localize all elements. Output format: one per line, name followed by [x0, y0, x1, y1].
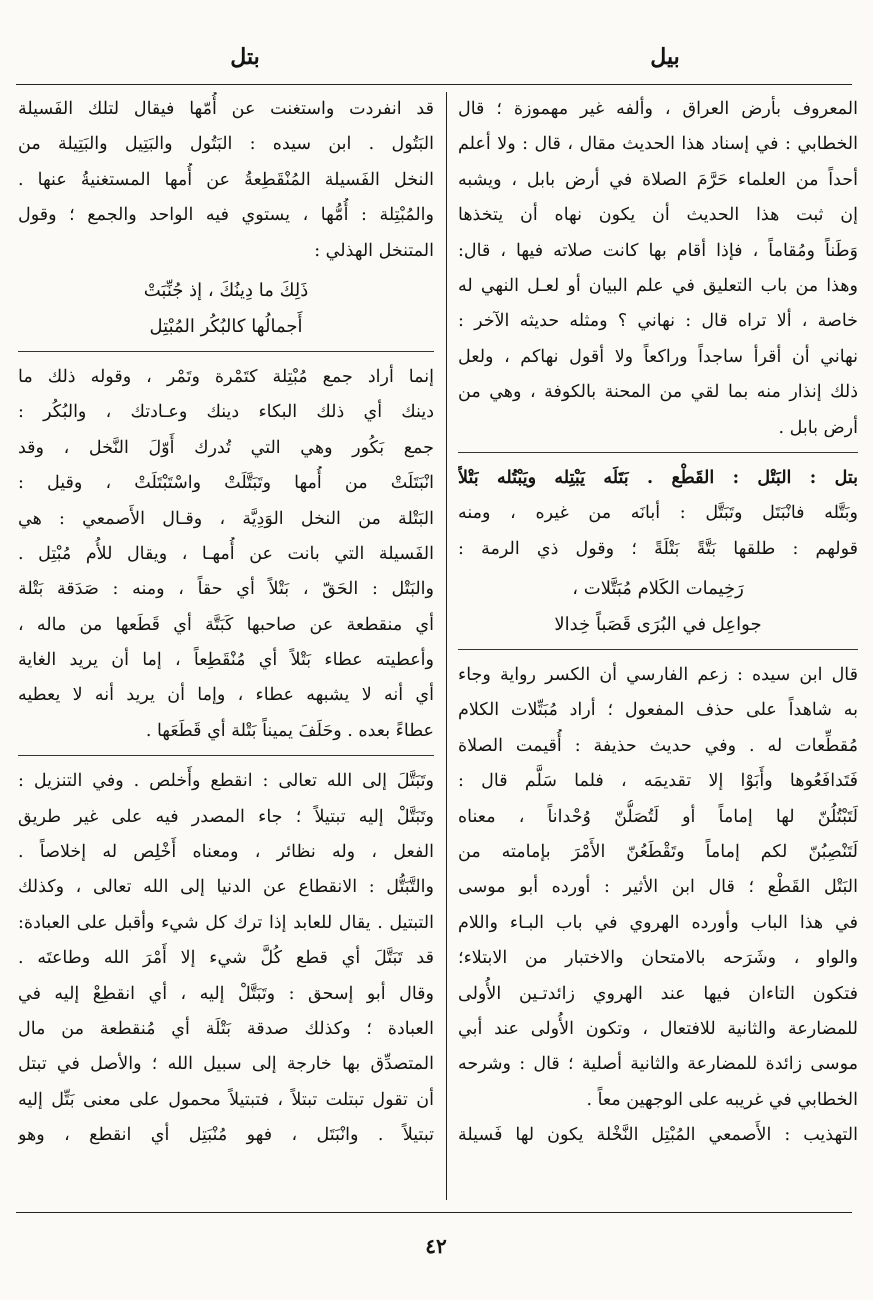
page-number: ٤٢ — [425, 1234, 447, 1258]
running-head-right: بيل — [650, 44, 680, 70]
bottom-rule — [16, 1212, 852, 1213]
text-line: فَتَدافَعُوها وأَبَوْا إلا تقديمَه ، فلما سَلَّم قال : — [458, 771, 858, 792]
text-line: والبَتْل : الحَقّ ، بَتْلاً أي حقاً ، ومنه : صَدَقة بَتْلة — [18, 579, 434, 600]
text-line: وتَبَتَّلْ إليه تبتيلاً ؛ جاء المصدر فيه على غير طريق — [18, 806, 434, 827]
text-line: تبتيلاً . وانْبَتَل ، فهو مُنْبَتِل أي انقطع ، وهو — [18, 1125, 434, 1146]
text-line: الفَسيلة التي بانت عن أُمهـا ، ويقال للأُم مُبْتِل . — [18, 543, 434, 564]
text-line: وَطَناً ومُقاماً ، فإذا أقام بها كانت صلاته فيها ، قال: — [458, 240, 858, 261]
text-line: نهاني أن أقرأ ساجداً وراكعاً ولا أقول نهاكم ، ولعل — [458, 346, 858, 367]
text-line: إنما أراد جمع مُبْتِلة كتَمْرة وتَمْر ، وقوله ذلك ما — [18, 366, 434, 387]
text-line: دينك أي ذلك البكاء دينك وعـادتك ، والبُكُر : — [18, 402, 434, 423]
text-line: وقال أبو إسحق : وتَبَتَّلْ إليه ، أي انقطِعْ إليه في — [18, 983, 434, 1004]
text-line: الخطابي : في إسناد هذا الحديث مقال ، قال : ولا أعلم — [458, 134, 858, 155]
running-head-left: بتل — [230, 44, 260, 70]
right-column — [458, 92, 858, 1154]
text-line: به شاهداً على حذف المفعول ؛ أراد مُبَتِّلات الكلام — [458, 700, 858, 721]
text-line: والمُبْتِلة : أُمُّها ، يستوي فيه الواحد والجمع ؛ وقول — [18, 205, 434, 226]
verse-line: رَخِيمات الكَلام مُبَتَّلات ، — [572, 578, 744, 600]
verse-block — [458, 571, 858, 643]
text-line: وبَتَّله فانْبَتَل وتَبَتَّل : أبانَه من غيره ، ومنه — [458, 503, 858, 524]
paragraph — [18, 92, 434, 269]
paragraph — [458, 658, 858, 1153]
text-line: لَتَبْتُلُنّ لها إماماً أو لَتُصَلُّنّ وُحْداناً ، معناه — [458, 806, 858, 827]
text-line: وهذا من باب التعليق في علم البيان أو لعـل النهي له — [458, 275, 858, 296]
entry-headword-line: بتل : البَتْل : القَطْع . بَتَلَه يَبْتِله ويَبْتُله بَتْلاً — [458, 467, 858, 488]
text-line: أي أنه لا يشبهه عطاء ، وإما أن يريد أنه لا يعطيه — [18, 685, 434, 706]
text-line: والواو ، وشَرَحه بالامتحان والاختبار من الابتلاء؛ — [458, 948, 858, 969]
text-line: قد تَبَتَّلَ أي قطع كُلَّ شيء إلا أَمْرَ الله وطاعتَه . — [18, 948, 434, 969]
text-line: جمع بَكُور وهي التي تُدرك أَوّلَ النَّخل ، وقد — [18, 437, 434, 458]
text-line: العبادة ؛ وكذلك صدقة بَتْلَة أي مُنقطعة من مال — [18, 1018, 434, 1039]
text-line: أحداً من العلماء حَرَّمَ الصلاة في أرض بابل ، ويشبه — [458, 169, 858, 190]
entry-separator — [458, 452, 858, 453]
text-line: المتنخل الهذلي : — [314, 240, 434, 261]
text-line: البَتْلة من النخل الوَدِيَّة ، وقـال الأَصمعي : هي — [18, 508, 434, 529]
text-line: والتَّبَتُّل : الانقطاع عن الدنيا إلى الله تعالى ، وكذلك — [18, 877, 434, 898]
text-line: مُقطِّعات له . وفي حديث حذيفة : أُقيمت الصلاة — [458, 735, 858, 756]
entry-batal — [458, 461, 858, 567]
text-line: موسى زائدة للمضارعة والثانية أصلية ؛ قال : وشرحه — [458, 1054, 858, 1075]
text-line: لَتَنْصِبُنّ لكم إماماً وتَقْطَعُنّ الأَمْرَ بإمامته من — [458, 842, 858, 863]
text-line: البَتْل القَطْع ؛ قال ابن الأثير : أورده أبو موسى — [458, 877, 858, 898]
verse-separator — [18, 351, 434, 352]
text-line: المعروف بأرض العراق ، وألفه غير مهموزة ؛ قال — [458, 99, 858, 119]
verse-line: ذَلِكَ ما دِينُكَ ، إذ جُنِّبَتْ — [143, 279, 309, 301]
text-line: قد انفردت واستغنت عن أُمّها فيقال لتلك الفَسيلة — [18, 99, 434, 119]
verse-line: أَجمالُها كالبُكُر المُبْتِل — [149, 315, 303, 337]
text-line: التبتيل . يقال للعابد إذا ترك كل شيء وأقبل على العبادة: — [18, 912, 434, 933]
text-line: قولهم : طلقها بَتَّةً بَتْلَةً ؛ وقول ذي الرمة : — [458, 538, 858, 559]
text-line: إن ثبت هذا الحديث أن يكون نهاه أن يتخذها — [458, 205, 858, 226]
paragraph — [458, 92, 858, 446]
text-line: انْبَتَلَتْ من أُمها وتَبَتَّلَتْ واسْتَبْتَلَتْ ، وقيل : — [18, 473, 434, 494]
text-line: ذلك إنذار منه بما لقي من المحنة بالكوفة ، وهي من — [458, 382, 858, 403]
verse-block — [18, 273, 434, 345]
text-line: فتكون التاءان فيها عند الهروي زائدتـين الأُولى — [458, 983, 858, 1004]
left-column — [18, 92, 434, 1154]
text-line: أن تقول تبتلت تبتلاً ، فتبتيلاً محمول على معنى بَتِّل إليه — [18, 1089, 434, 1110]
text-line: المتصدِّق بها خارجة إلى سبيل الله ؛ والأصل في تبتل — [18, 1054, 434, 1075]
paragraph-separator — [18, 755, 434, 756]
text-line: الفعل ، وله نظائر ، ومعناه أَخْلِص له إخلاصاً . — [18, 842, 434, 863]
text-line: أرض بابل . — [778, 417, 858, 438]
text-line: التهذيب : الأَصمعي المُبْتِل النَّخْلة يكون لها فَسيلة — [458, 1125, 858, 1146]
verse-separator — [458, 649, 858, 650]
text-line: عطاءً بعده . وحَلَفَ يميناً بَتْلة أي قَطَعَها . — [145, 720, 434, 741]
text-line: وتَبَتَّلَ إلى الله تعالى : انقطع وأَخلص . وفي التنزيل : — [18, 771, 434, 792]
paragraph — [18, 360, 434, 749]
text-line: خاصة ، ألا تراه قال : نهاني ؟ ومثله حديثه الآخر : — [458, 311, 858, 332]
text-line: قال ابن سيده : زعم الفارسي أن الكسر رواية وجاء — [458, 665, 858, 686]
text-line: البَتُول . ابن سيده : البَتُول والبَتِيل والبَتِيلة من — [18, 134, 434, 155]
paragraph — [18, 764, 434, 1153]
text-line: الخطابي في غريبه على الوجهين معاً . — [586, 1089, 858, 1110]
text-line: في هذا الباب وأورده الهروي في باب البـاء واللام — [458, 912, 858, 933]
text-line: للمضارعة والثانية للافتعال ، وتكون الأُولى عند أبي — [458, 1018, 858, 1039]
verse-line: جواعِل في البُرَى قَصَباً خِدالا — [554, 614, 762, 636]
text-line: أي منقطعة عن صاحبها كَبَتَّة أي قَطَعها من ماله ، — [18, 614, 434, 635]
top-rule — [16, 84, 852, 85]
text-line: النخل الفَسيلة المُنْقَطِعةُ عن أُمها المستغنيةُ عنها . — [18, 169, 434, 190]
text-line: وأعطيته عطاء بَتْلاً أي مُنْقَطِعاً ، إما أن يريد الغاية — [18, 650, 434, 671]
column-divider — [446, 92, 447, 1200]
